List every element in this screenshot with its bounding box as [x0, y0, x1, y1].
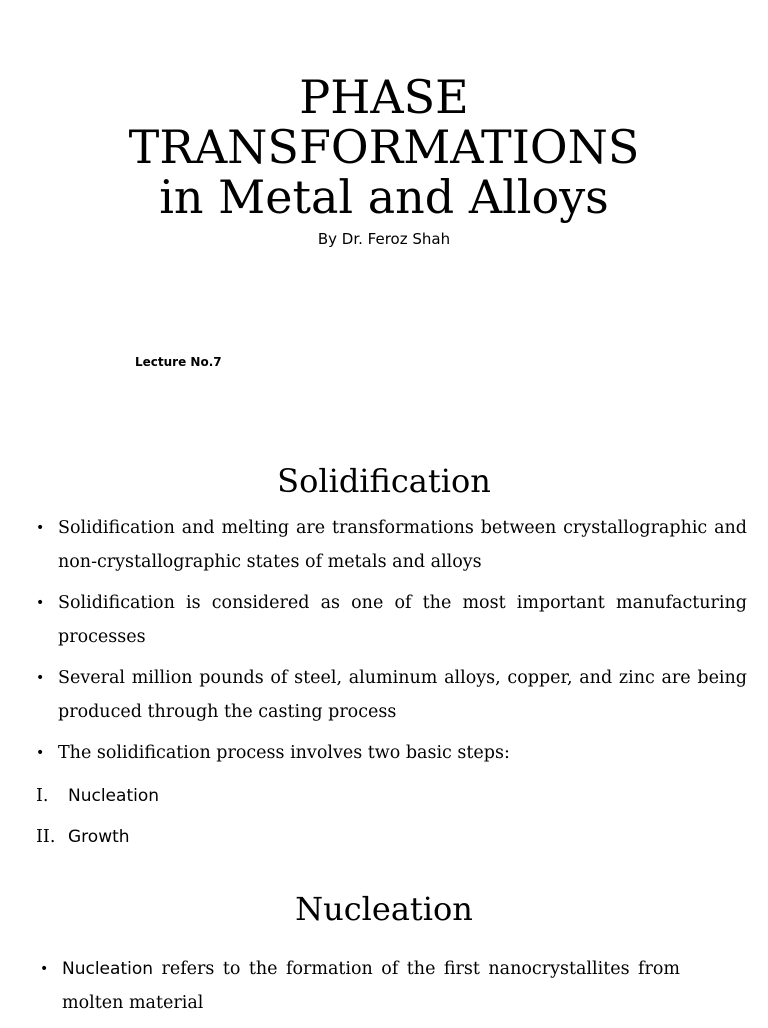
title-line: TRANSFORMATIONS	[128, 120, 640, 174]
nucleation-bullet-list	[40, 953, 680, 1028]
bullet-icon: •	[36, 520, 45, 536]
step-item	[36, 780, 159, 821]
step-item	[36, 821, 159, 862]
bullet-item	[36, 587, 747, 654]
bullet-term: Nucleation	[62, 959, 154, 979]
bullet-item	[36, 512, 747, 579]
step-term: Growth	[68, 827, 130, 847]
bullet-item	[40, 953, 680, 1020]
title-line: in Metal and Alloys	[159, 170, 609, 224]
document-title	[0, 72, 768, 222]
bullet-text: Several million pounds of steel, aluminum alloys, copper, and zinc are being produced through the casting process	[58, 668, 747, 722]
bullet-icon: •	[40, 961, 49, 977]
section-heading-nucleation: Nucleation	[295, 890, 473, 928]
section-heading-solidification: Solidification	[277, 462, 491, 500]
step-term: Nucleation	[68, 786, 160, 806]
solidification-bullet-list	[36, 512, 747, 779]
step-number: II.	[36, 827, 56, 847]
bullet-text: Solidification and melting are transformations between crystallographic and non-crystallographic states of metals and alloys	[58, 518, 747, 572]
bullet-item	[36, 737, 747, 771]
bullet-icon: •	[36, 670, 45, 686]
lecture-number: Lecture No.7	[135, 355, 222, 369]
title-slide	[0, 0, 768, 440]
author-line: By Dr. Feroz Shah	[317, 230, 451, 248]
solidification-steps-list	[36, 780, 159, 862]
step-number: I.	[36, 786, 49, 806]
bullet-text: refers to the formation of the first nanocrystallites from molten material	[62, 959, 680, 1013]
bullet-icon: •	[36, 745, 45, 761]
bullet-text: The solidification process involves two basic steps:	[58, 743, 510, 763]
bullet-text: Solidification is considered as one of the most important manufacturing processes	[58, 593, 747, 647]
title-line: PHASE	[299, 70, 469, 124]
bullet-icon: •	[36, 595, 45, 611]
bullet-item	[36, 662, 747, 729]
